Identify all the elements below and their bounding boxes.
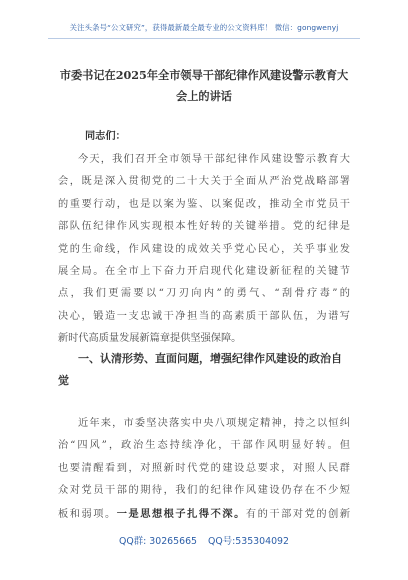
header-banner: 关注头条号“公文研究”，获得最新最全最专业的公文资料库！ 微信：gongwenyj [69,23,339,32]
footer-contacts [0,533,408,547]
paragraph-line: 治“四风”，政治生态持续净化，干部作风明显好转。但 [58,440,350,452]
section-heading-line: 觉 [58,374,69,387]
document-title-line: 会上的讲话 [176,89,232,103]
paragraph-line: 今天，我们召开全市领导干部纪律作风建设警示教育大 [78,154,350,165]
paragraph-line: 近年来，市委坚决落实中央八项规定精神，持之以恒纠 [78,418,350,429]
salutation: 同志们： [85,130,126,142]
paragraph-line: 决心，锻造一支忠诚干净担当的高素质干部队伍，为谱写 [58,310,350,322]
header-divider [48,38,360,39]
section-heading-line: 一、认清形势、直面问题，增强纪律作风建设的政治自 [78,352,342,365]
document-title-line: 市委书记在2025年全市领导干部纪律作风建设警示教育大 [59,68,349,82]
section-paragraph [58,413,350,526]
paragraph-line: 部队伍纪律作风实现根本性好转的关键举措。党的纪律是 [58,221,350,233]
paragraph-line: 点，我们更需要以“刀刃向内”的勇气、“刮骨疗毒”的 [58,288,350,300]
paragraph-line: 也要清醒看到，对照新时代党的建设总要求，对照人民群 [58,462,350,474]
document-title [58,65,350,107]
paragraph-line: 众对党员干部的期待，我们的纪律作风建设仍存在不少短 [58,485,350,497]
paragraph-line: 新时代高质量发展新篇章提供坚强保障。 [58,333,242,345]
paragraph-line: 的重要行动，也是以案为鉴、以案促改，推动全市党员干 [58,198,350,210]
emphasis-text: 一是思想根子扎得不深。 [116,507,246,520]
section-heading [58,348,350,392]
paragraph-line [58,503,350,526]
paragraph-line: 展全局。在全市上下奋力开启现代化建设新征程的关键节 [58,266,350,278]
paragraph-text: 板和弱项。 [58,508,117,520]
paragraph-text: 有的干部对党的创新 [245,508,351,520]
paragraph-line: 党的生命线，作风建设的成效关乎党心民心，关乎事业发 [58,243,350,255]
qq-group-number: QQ群: 30265665 [119,536,198,547]
intro-paragraph [58,149,350,351]
paragraph-line: 会，既是深入贯彻党的二十大关于全面从严治党战略部署 [58,176,350,188]
qq-number: QQ号:535304092 [208,536,289,547]
